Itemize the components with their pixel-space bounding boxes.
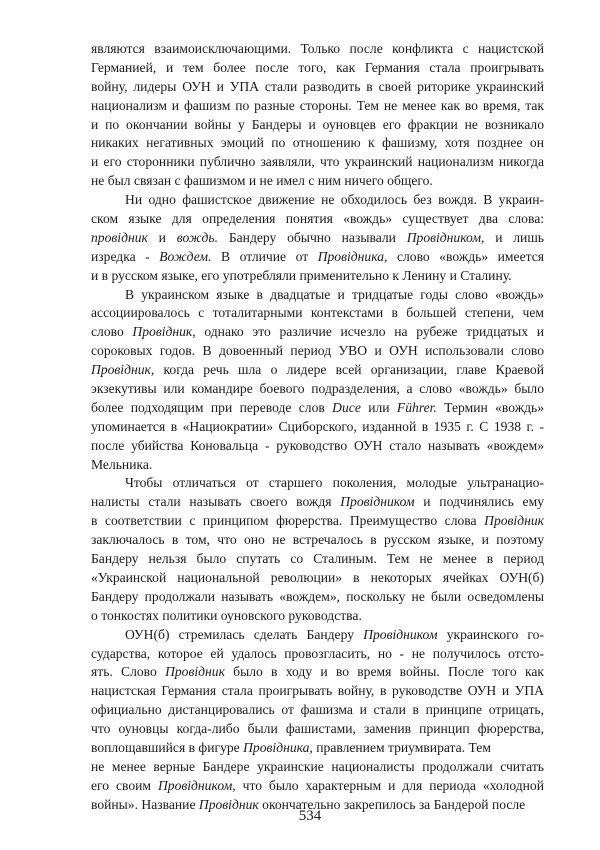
text-run: и в русском языке, его употребляли применительно к Ленину и Сталину.: [91, 267, 512, 283]
text-line: [91, 172, 544, 191]
text-line: [91, 59, 544, 78]
text-run: и подчинялись ему: [414, 494, 544, 510]
italic-term: Провідник: [198, 796, 259, 812]
text-run: правлением триумвирата. Тем: [312, 739, 491, 755]
text-run: или: [360, 399, 397, 415]
italic-term: Провідником: [363, 626, 438, 642]
text-line: [91, 361, 544, 380]
text-line: [91, 153, 544, 172]
text-line: [91, 758, 544, 777]
text-line: [91, 720, 544, 739]
text-line: [91, 739, 544, 758]
text-line: [91, 399, 544, 418]
text-run: войны». Название: [91, 796, 199, 812]
text-run: слово «вождь» имеется: [387, 248, 544, 264]
text-run: экзекутивы или командире боевого подразделения, а слово «вождь» было: [91, 381, 544, 397]
text-run: В отличие от: [211, 248, 318, 264]
page-number: 534: [298, 808, 322, 824]
text-line: [91, 682, 544, 701]
text-line: [91, 191, 544, 210]
paragraph: [91, 626, 544, 815]
text-line: [91, 116, 544, 135]
text-line: [91, 97, 544, 116]
text-run: Германией, и тем более после того, как Германия стала проигрывать: [91, 59, 544, 75]
text-run: изредка -: [91, 248, 160, 264]
text-run: ять. Слово: [91, 664, 166, 680]
text-run: Чтобы отличаться от старшего поколения, молодые ультранацио-: [125, 475, 544, 491]
paragraph: [91, 286, 544, 475]
text-run: ассоциировалось с тоталитарными контекстами в большей степени, чем: [91, 305, 544, 321]
text-line: [91, 78, 544, 97]
paragraph: [91, 191, 544, 285]
text-run: не менее верные Бандере украинские националисты продолжали считать: [91, 758, 544, 774]
body-text: [91, 40, 544, 815]
text-run: сударства, которое ей удалось провозгласить, но - не получилось отсто-: [91, 645, 544, 661]
text-line: [91, 512, 544, 531]
text-run: нацистская Германия стала проигрывать войну, в руководстве ОУН и УПА: [91, 683, 544, 699]
text-line: [91, 134, 544, 153]
text-line: [91, 626, 544, 645]
italic-term: Duce: [332, 399, 361, 415]
text-line: [91, 267, 544, 286]
text-line: [91, 304, 544, 323]
text-run: не был связан с фашизмом и не имел с ним ничего общего.: [91, 173, 433, 189]
text-run: Ни одно фашистское движение не обходилось без вождя. В украин-: [125, 192, 544, 208]
text-line: [91, 663, 544, 682]
text-line: [91, 474, 544, 493]
text-run: украинского го-: [437, 626, 544, 642]
text-line: [91, 777, 544, 796]
text-run: налисты стали называть своего вождя: [91, 494, 341, 510]
paragraph: [91, 474, 544, 625]
text-run: официально дистанцировались от фашизма и стали в принципе отрицать,: [91, 702, 544, 718]
italic-term: провідник: [91, 229, 148, 245]
text-run: Бандеру нельзя было спутать со Сталиным. Тем не менее в период: [91, 551, 544, 567]
text-run: и лишь: [484, 229, 544, 245]
italic-term: Führer.: [396, 399, 437, 415]
italic-term: Провідником: [340, 494, 415, 510]
text-line: [91, 588, 544, 607]
text-run: сороковых годов. В довоенный период УВО и ОУН использовали слово: [91, 343, 544, 359]
text-run: в соответствии с принципом фюрерства. Преимущество слова: [91, 513, 485, 529]
text-run: Бандеру обычно называли: [218, 229, 407, 245]
text-run: Термин «вождь»: [436, 399, 544, 415]
text-line: [91, 493, 544, 512]
text-run: его своим: [91, 777, 158, 793]
text-line: [91, 40, 544, 59]
italic-term: Провідник: [484, 513, 544, 529]
text-run: ОУН(б) стремилась сделать Бандеру: [125, 626, 364, 642]
text-run: «Украинской национальной революции» в некоторых ячейках ОУН(б): [91, 569, 544, 585]
text-run: заключалось в том, что оно не встречалось в русском языке, и поэтому: [91, 532, 544, 548]
text-run: и: [147, 229, 177, 245]
text-line: [91, 569, 544, 588]
text-line: [91, 286, 544, 305]
text-run: что было характерным и для периода «холодной: [235, 777, 544, 793]
italic-term: Вождем.: [159, 248, 212, 264]
text-line: [91, 210, 544, 229]
text-run: слово: [91, 324, 133, 340]
text-run: однако это различие исчезло на рубеже тридцатых и: [195, 324, 544, 340]
text-run: что оуновцы когда-либо были фашистами, заменив принцип фюрерства,: [91, 721, 544, 737]
text-line: [91, 437, 544, 456]
text-run: упоминается в «Нациократии» Сциборского, изданной в 1935 г. С 1938 г. -: [91, 418, 544, 434]
text-run: воплощавшийся в фигуре: [91, 739, 244, 755]
italic-term: Провідником,: [406, 229, 485, 245]
italic-term: Провідника,: [243, 739, 313, 755]
italic-term: Провідник,: [132, 324, 196, 340]
text-line: [91, 607, 544, 626]
paragraph: [91, 40, 544, 191]
text-run: и его сторонники публично заявляли, что украинский национализм никогда: [91, 154, 544, 170]
text-line: [91, 342, 544, 361]
text-run: когда речь шла о лидере всей организации, главе Краевой: [154, 362, 544, 378]
text-run: более подходящим при переводе слов: [91, 399, 333, 415]
text-line: [91, 229, 544, 248]
text-run: было в ходу и во время войны. После того как: [224, 664, 544, 680]
text-line: [91, 550, 544, 569]
text-run: национализм и фашизм по разные стороны. Тем не менее как во время, так: [91, 97, 544, 113]
text-run: войну, лидеры ОУН и УПА стали разводить в своей риторике украинский: [91, 78, 544, 94]
text-line: [91, 323, 544, 342]
text-run: после убийства Коновальца - руководство ОУН стало называть «вождем»: [91, 437, 544, 453]
text-line: [91, 645, 544, 664]
text-line: [91, 248, 544, 267]
italic-term: Провідник,: [91, 362, 155, 378]
text-run: ском языке для определения понятия «вождь» существует два слова:: [91, 211, 544, 227]
text-line: [91, 418, 544, 437]
italic-term: Провідником,: [157, 777, 236, 793]
italic-term: вождь.: [176, 229, 219, 245]
text-line: [91, 701, 544, 720]
text-line: [91, 380, 544, 399]
italic-term: Провідника,: [317, 248, 388, 264]
text-run: окончательно закрепилось за Бандерой после: [258, 796, 526, 812]
text-run: о тонкостях политики оуновского руководства.: [91, 607, 362, 623]
text-line: [91, 531, 544, 550]
text-line: [91, 456, 544, 475]
text-run: Мельника.: [91, 456, 153, 472]
text-run: В украинском языке в двадцатые и тридцатые годы слово «вождь»: [125, 286, 544, 302]
text-run: никаких негативных эмоций по отношению к фашизму, хотя позднее он: [91, 135, 544, 151]
text-run: являются взаимоисключающими. Только после конфликта с нацистской: [91, 41, 544, 56]
italic-term: Провідник: [165, 664, 225, 680]
text-run: и по окончании войны у Бандеры и оуновцев его фракции не возникало: [91, 116, 544, 132]
text-run: Бандеру продолжали называть «вождем», поскольку не были осведомлены: [91, 588, 544, 604]
